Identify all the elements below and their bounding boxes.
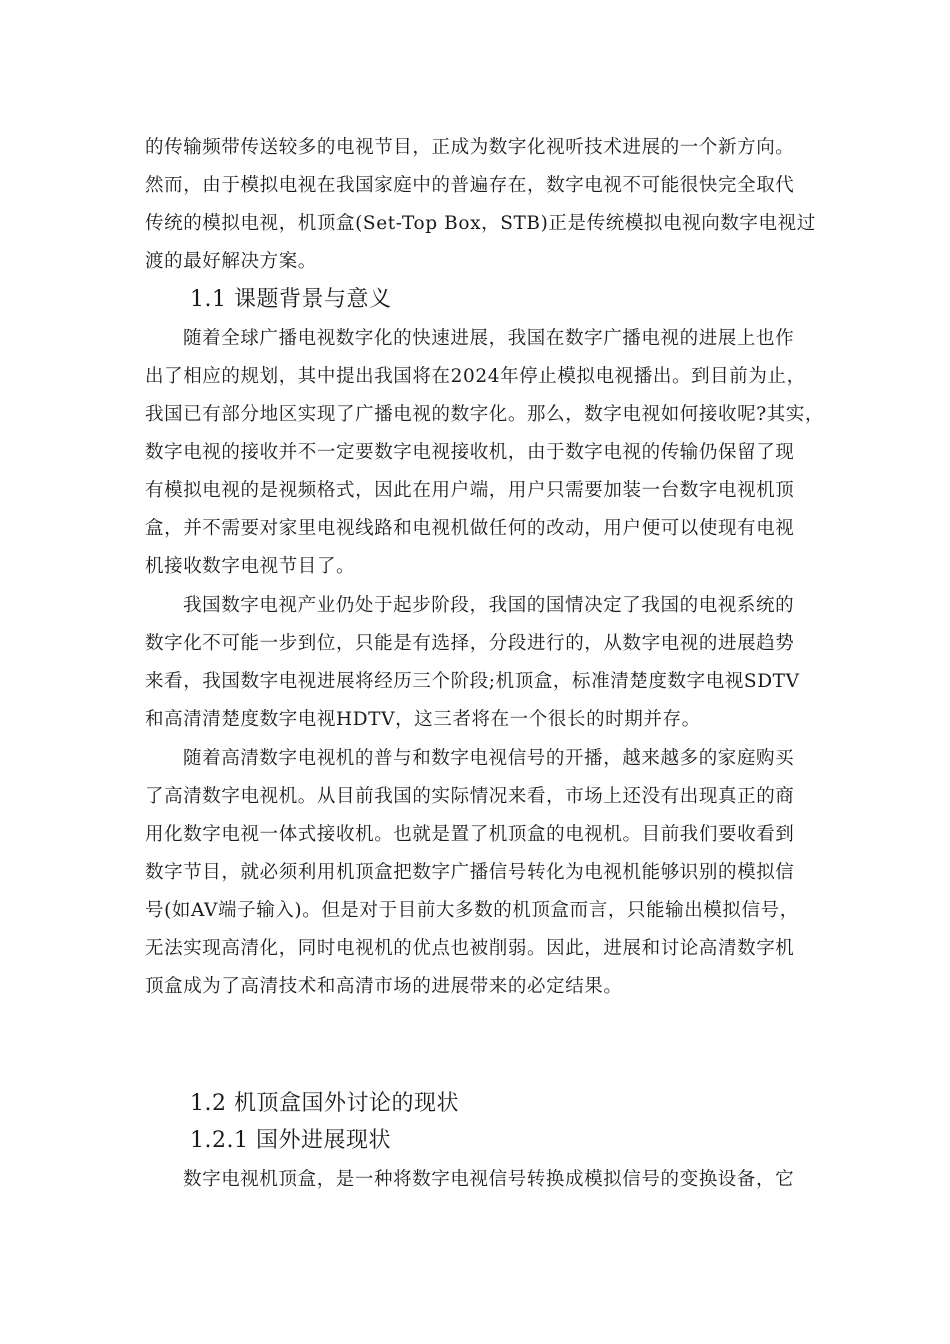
para1-line-6: 盒，并不需要对家里电视线路和电视机做任何的改动，用户便可以使现有电视 — [145, 518, 795, 539]
para4-line-1: 数字电视机顶盒，是一种将数字电视信号转换成模拟信号的变换设备，它 — [183, 1169, 795, 1190]
para3-line-7: 顶盒成为了高清技术和高清市场的进展带来的必定结果。 — [145, 976, 623, 997]
intro-line-3: 传统的模拟电视，机顶盒(Set-Top Box，STB)正是传统模拟电视向数字电视过 — [145, 213, 816, 234]
para1-line-2: 出了相应的规划，其中提出我国将在2024年停止模拟电视播出。到目前为止， — [145, 366, 806, 387]
para2-line-1: 我国数字电视产业仍处于起步阶段，我国的国情决定了我国的电视系统的 — [183, 595, 795, 616]
para1-line-1: 随着全球广播电视数字化的快速进展，我国在数字广播电视的进展上也作 — [183, 328, 795, 349]
intro-line-4: 渡的最好解决方案。 — [145, 251, 317, 272]
para2-line-2: 数字化不可能一步到位，只能是有选择，分段进行的，从数字电视的进展趋势 — [145, 633, 795, 654]
para1-line-5: 有模拟电视的是视频格式，因此在用户端，用户只需要加装一台数字电视机顶 — [145, 480, 795, 501]
section-heading-1-2: 1.2 机顶盒国外讨论的现状 — [190, 1091, 459, 1116]
para1-line-3: 我国已有部分地区实现了广播电视的数字化。那么，数字电视如何接收呢?其实， — [145, 404, 825, 425]
intro-line-2: 然而，由于模拟电视在我国家庭中的普遍存在，数字电视不可能很快完全取代 — [145, 175, 795, 196]
intro-line-1: 的传输频带传送较多的电视节目，正成为数字化视听技术进展的一个新方向。 — [145, 137, 795, 158]
para3-line-6: 无法实现高清化，同时电视机的优点也被削弱。因此，进展和讨论高清数字机 — [145, 938, 795, 959]
para3-line-3: 用化数字电视一体式接收机。也就是置了机顶盒的电视机。目前我们要收看到 — [145, 824, 795, 845]
para1-line-4: 数字电视的接收并不一定要数字电视接收机，由于数字电视的传输仍保留了现 — [145, 442, 795, 463]
para3-line-4: 数字节目，就必须利用机顶盒把数字广播信号转化为电视机能够识别的模拟信 — [145, 862, 795, 883]
para3-line-2: 了高清数字电视机。从目前我国的实际情况来看，市场上还没有出现真正的商 — [145, 786, 795, 807]
section-heading-1-1: 1.1 课题背景与意义 — [190, 287, 392, 312]
para1-line-7: 机接收数字电视节目了。 — [145, 556, 356, 577]
section-heading-1-2-1: 1.2.1 国外进展现状 — [190, 1128, 391, 1153]
para3-line-1: 随着高清数字电视机的普与和数字电视信号的开播，越来越多的家庭购买 — [183, 748, 795, 769]
para3-line-5: 号(如AV端子输入)。但是对于目前大多数的机顶盒而言，只能输出模拟信号， — [145, 900, 799, 921]
para2-line-4: 和高清清楚度数字电视HDTV，这三者将在一个很长的时期并存。 — [145, 709, 701, 730]
para2-line-3: 来看，我国数字电视进展将经历三个阶段;机顶盒，标准清楚度数字电视SDTV — [145, 671, 800, 692]
